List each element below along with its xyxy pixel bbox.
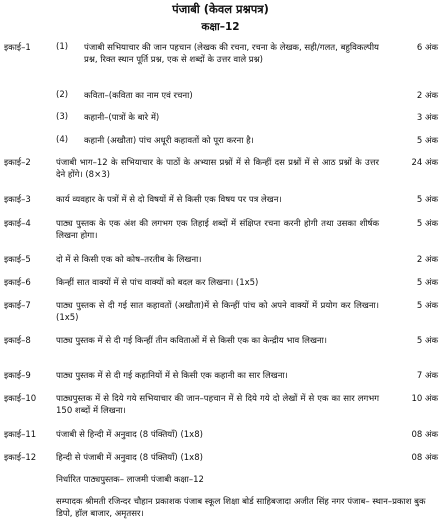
unit-label: इकाई–6 — [4, 278, 31, 288]
item-marks: 6 अंक — [416, 43, 438, 53]
item-text: हिन्दी से पंजाबी में अनुवाद (8 पंक्तियाँ) (1x8) — [56, 453, 203, 463]
item-text: कविता–(कविता का नाम एवं रचना) — [84, 91, 193, 101]
unit-label: इकाई–5 — [4, 255, 31, 265]
unit-label: इकाई–8 — [4, 336, 31, 346]
unit-label: इकाई–3 — [4, 195, 31, 205]
item-marks: 5 अंक — [416, 278, 438, 288]
page-title: पंजाबी (केवल प्रश्नपत्र) — [172, 2, 269, 16]
unit-label: इकाई–7 — [4, 301, 31, 311]
item-marks: 5 अंक — [416, 219, 438, 229]
item-text: पाठ्यपुस्तक में से दिये गये सभियाचार की जान–पहचान में से दिये गये दो लेखों में से एक का सार लगभग 150 शब्दों में लिखना। — [56, 394, 379, 416]
item-number: (3) — [56, 112, 69, 122]
item-marks: 3 अंक — [416, 113, 438, 123]
item-text: पंजाबी से हिन्दी में अनुवाद (8 पंक्तियाँ) (1x8) — [56, 430, 203, 440]
item-marks: 7 अंक — [416, 371, 438, 381]
item-number: (2) — [56, 90, 69, 100]
unit-label: इकाई–11 — [4, 430, 37, 440]
item-text: पंजाबी भाग–12 के सभियाचार के पाठों के अभ्यास प्रश्नों में से किन्हीं दस प्रश्नों में से आठ प्रश्नों के उत्तर देने होंगे। (8×3) — [56, 158, 379, 180]
unit-label: इकाई–1 — [4, 43, 31, 53]
item-text: कहानी–(पात्रों के बारे में) — [84, 113, 160, 123]
item-marks: 2 अंक — [416, 91, 438, 101]
item-number: (1) — [56, 42, 69, 52]
item-text: कहानी (अखौता) पांच अधूरी कहावतों को पूरा करना है। — [84, 136, 254, 146]
item-marks: 2 अंक — [416, 255, 438, 265]
item-text: पाठ्य पुस्तक से दी गई सात कहावतों (अखौता)में से किन्हीं पांच को अपने वाक्यों में प्रयोग कर लिखना। (1x5) — [56, 301, 379, 323]
item-marks: 5 अंक — [416, 336, 438, 346]
item-marks: 08 अंक — [411, 430, 438, 440]
unit-label: इकाई–4 — [4, 219, 31, 229]
item-text: पंजाबी सभियाचार की जान पहचान (लेखक की रचना, रचना के लेखक, सही/गलत, बहुविकल्पीय प्रश्न, रिक्त स्थान पूर्ति प्रश्न, एक से शब्दों के उत्तर वाले प्रश्न) — [84, 43, 379, 65]
item-marks: 5 अंक — [416, 301, 438, 311]
item-marks: 08 अंक — [411, 453, 438, 463]
item-marks: 5 अंक — [416, 195, 438, 205]
class-heading: कक्षा–12 — [201, 21, 240, 33]
unit-label: इकाई–9 — [4, 371, 31, 381]
item-text: पाठ्य पुस्तक में से दी गई कहानियों में से किसी एक कहानी का सार लिखना। — [56, 371, 288, 381]
unit-label: इकाई–2 — [4, 158, 31, 168]
item-text: पाठ्य पुस्तक के एक अंश की लगभग एक तिहाई शब्दों में संक्षिप्त रचना करनी होगी तथा उसका शीर्षक लिखना होगा। — [56, 219, 379, 241]
item-number: (4) — [56, 135, 69, 145]
unit-label: इकाई–10 — [4, 394, 37, 404]
item-text: दो में से किसी एक को कोष–तरतीब के लिखना। — [56, 255, 202, 265]
prescribed-textbook: निर्धारित पाठ्यपुस्तक– लाजमी पंजाबी कक्षा–12 — [56, 475, 204, 485]
item-marks: 24 अंक — [411, 158, 438, 168]
unit-label: इकाई–12 — [4, 453, 37, 463]
item-marks: 5 अंक — [416, 136, 438, 146]
publisher-info: सम्पादक श्रीमती रजिन्दर चौहान प्रकाशक पंजाब स्कूल शिक्षा बोर्ड साहिबजादा अजीत सिंह नगर पंजाब– स्थान–प्रकाश बुक डिपो, हॉल बाजार, अमृतसर। — [56, 497, 426, 519]
item-text: पाठ्य पुस्तक में से दी गई किन्हीं तीन कविताओं में से किसी एक का केन्द्रीय भाव लिखना। — [56, 336, 328, 346]
item-text: किन्हीं सात वाक्यों में से पांच वाक्यों को बदल कर लिखना। (1x5) — [56, 278, 259, 288]
item-text: कार्य व्यवहार के पत्रों में से दो विषयों में से किसी एक विषय पर पत्र लेखन। — [56, 195, 282, 205]
item-marks: 10 अंक — [411, 394, 438, 404]
